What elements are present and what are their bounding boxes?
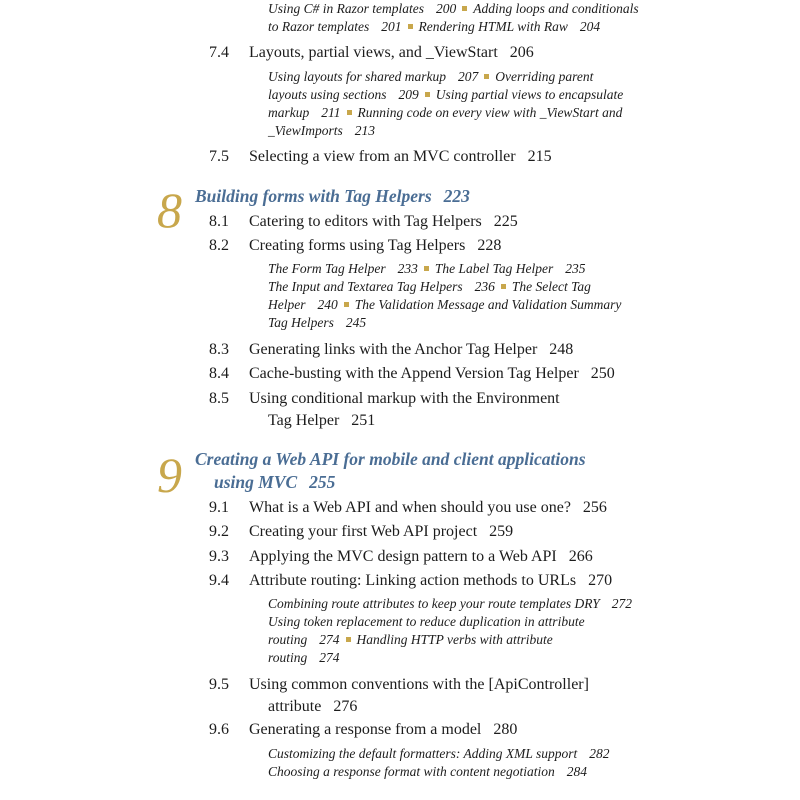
section-title: Applying the MVC design pattern to a Web API <box>249 548 557 565</box>
bullet-separator <box>408 24 413 29</box>
section-number: 9.2 <box>209 523 229 540</box>
subtopic-line <box>268 86 623 104</box>
section-title: Creating your first Web API project <box>249 523 478 540</box>
page-number: 200 <box>436 1 457 16</box>
bullet-separator <box>501 284 506 289</box>
page-number: 255 <box>309 472 336 492</box>
toc-link[interactable]: Choosing a response format with content negotiation <box>268 764 555 779</box>
page-number: 225 <box>493 213 518 230</box>
section-number: 9.5 <box>209 676 229 693</box>
section-title: Generating a response from a model <box>249 721 482 738</box>
section-number: 9.6 <box>209 721 229 738</box>
page-number: 274 <box>319 632 340 647</box>
toc-link[interactable]: routing <box>268 632 308 647</box>
bullet-separator <box>346 637 351 642</box>
subtopic-line <box>268 649 340 667</box>
toc-link[interactable]: Using partial views to encapsulate <box>435 87 624 102</box>
page-number: 206 <box>509 44 534 61</box>
toc-link[interactable]: Using token replacement to reduce duplication in attribute <box>268 614 585 629</box>
section-title: Tag Helper <box>268 412 340 429</box>
toc-section-9-3[interactable] <box>249 547 593 567</box>
toc-link[interactable]: Customizing the default formatters: Adding XML support <box>268 746 578 761</box>
section-number: 8.2 <box>209 237 229 254</box>
toc-link[interactable]: layouts using sections <box>268 87 387 102</box>
section-title: attribute <box>268 698 322 715</box>
toc-section-8-5[interactable] <box>249 389 560 409</box>
toc-link[interactable]: The Label Tag Helper <box>434 261 554 276</box>
subtopic-line <box>268 296 621 314</box>
toc-link[interactable]: Rendering HTML with Raw <box>418 19 568 34</box>
subtopic-line <box>268 0 639 18</box>
section-title: Layouts, partial views, and _ViewStart <box>249 44 498 61</box>
subtopic-line <box>268 122 375 140</box>
subtopic-line <box>268 278 591 296</box>
section-number: 7.5 <box>209 148 229 165</box>
subtopic-line <box>268 260 586 278</box>
toc-section-8-5-continued[interactable] <box>268 411 375 431</box>
toc-chapter-9-continued[interactable] <box>214 471 335 493</box>
page-number: 240 <box>317 297 338 312</box>
subtopic-line <box>268 595 632 613</box>
page-number: 209 <box>398 87 419 102</box>
bullet-separator <box>462 6 467 11</box>
section-number: 7.4 <box>209 44 229 61</box>
toc-link[interactable]: Running code on every view with _ViewStart and <box>357 105 623 120</box>
toc-link[interactable]: Helper <box>268 297 306 312</box>
page-number: 201 <box>381 19 402 34</box>
page-number: 266 <box>568 548 593 565</box>
toc-link[interactable]: Handling HTTP verbs with attribute <box>356 632 553 647</box>
toc-link[interactable]: Tag Helpers <box>268 315 334 330</box>
section-number: 8.3 <box>209 341 229 358</box>
toc-link[interactable]: Adding loops and conditionals <box>473 1 639 16</box>
subtopic-line <box>268 314 366 332</box>
subtopic-line <box>268 613 585 631</box>
section-title: Selecting a view from an MVC controller <box>249 148 516 165</box>
subtopic-line <box>268 18 600 36</box>
toc-link[interactable]: The Select Tag <box>511 279 591 294</box>
toc-link[interactable]: The Validation Message and Validation Summary <box>354 297 622 312</box>
page-number: 284 <box>566 764 587 779</box>
chapter-title: using MVC <box>214 472 298 492</box>
page-number: 223 <box>443 186 470 206</box>
page-number: 282 <box>589 746 610 761</box>
toc-link[interactable]: to Razor templates <box>268 19 370 34</box>
section-title: Using conditional markup with the Environment <box>249 390 560 407</box>
subtopic-line <box>268 745 610 763</box>
page-number: 259 <box>489 523 514 540</box>
section-title: Catering to editors with Tag Helpers <box>249 213 482 230</box>
toc-section-9-6[interactable] <box>249 720 517 740</box>
toc-link[interactable]: The Input and Textarea Tag Helpers <box>268 279 463 294</box>
subtopic-line <box>268 631 553 649</box>
toc-section-7-5[interactable] <box>249 147 552 167</box>
bullet-separator <box>347 110 352 115</box>
toc-section-8-1[interactable] <box>249 212 518 232</box>
page-number: 204 <box>579 19 601 34</box>
page-number: 256 <box>582 499 607 516</box>
page-number: 280 <box>493 721 518 738</box>
bullet-separator <box>344 302 349 307</box>
section-number: 8.4 <box>209 365 229 382</box>
page-number: 245 <box>345 315 367 330</box>
chapter-number: 9 <box>157 447 182 503</box>
chapter-title: Building forms with Tag Helpers <box>195 186 432 206</box>
toc-section-7-4[interactable] <box>249 43 534 63</box>
toc-chapter-9[interactable] <box>195 448 586 470</box>
section-title: Generating links with the Anchor Tag Helper <box>249 341 538 358</box>
section-title: Creating forms using Tag Helpers <box>249 237 466 254</box>
section-number: 8.1 <box>209 213 229 230</box>
bullet-separator <box>484 74 489 79</box>
toc-section-8-2[interactable] <box>249 236 501 256</box>
page-number: 272 <box>611 596 632 611</box>
toc-link[interactable]: Using C# in Razor templates <box>268 1 425 16</box>
bullet-separator <box>424 266 429 271</box>
page-number: 274 <box>319 650 340 665</box>
toc-section-8-4[interactable] <box>249 364 615 384</box>
toc-section-9-5[interactable] <box>249 675 589 695</box>
section-title: What is a Web API and when should you use one? <box>249 499 571 516</box>
page-number: 207 <box>458 69 479 84</box>
bullet-separator <box>425 92 430 97</box>
toc-link[interactable]: Overriding parent <box>495 69 594 84</box>
toc-link[interactable]: _ViewImports <box>268 123 343 138</box>
toc-link[interactable]: Using layouts for shared markup <box>268 69 446 84</box>
page-number: 211 <box>321 105 341 120</box>
section-number: 9.3 <box>209 548 229 565</box>
section-number: 9.4 <box>209 572 229 589</box>
page-number: 270 <box>588 572 613 589</box>
chapter-title: Creating a Web API for mobile and client applications <box>195 449 586 469</box>
section-title: Using common conventions with the [ApiController] <box>249 676 589 693</box>
page-number: 251 <box>351 412 376 429</box>
toc-link[interactable]: markup <box>268 105 310 120</box>
subtopic-line <box>268 68 593 86</box>
page-number: 276 <box>333 698 358 715</box>
section-title: Cache-busting with the Append Version Tag Helper <box>249 365 579 382</box>
toc-link[interactable]: routing <box>268 650 308 665</box>
subtopic-line <box>268 763 587 781</box>
section-number: 8.5 <box>209 390 229 407</box>
page-number: 235 <box>565 261 586 276</box>
subtopic-line <box>268 104 622 122</box>
toc-link[interactable]: The Form Tag Helper <box>268 261 386 276</box>
page-number: 228 <box>477 237 502 254</box>
page-number: 248 <box>549 341 574 358</box>
page-number: 250 <box>590 365 615 382</box>
page-number: 215 <box>527 148 552 165</box>
toc-link[interactable]: Combining route attributes to keep your route templates DRY <box>268 596 600 611</box>
toc-section-9-1[interactable] <box>249 498 607 518</box>
page-number: 236 <box>474 279 495 294</box>
toc-section-9-5-continued[interactable] <box>268 697 357 717</box>
page-number: 213 <box>354 123 375 138</box>
section-title: Attribute routing: Linking action methods to URLs <box>249 572 577 589</box>
toc-chapter-8[interactable] <box>195 185 470 207</box>
chapter-number: 8 <box>157 182 182 238</box>
section-number: 9.1 <box>209 499 229 516</box>
toc-section-8-3[interactable] <box>249 340 573 360</box>
toc-section-9-4[interactable] <box>249 571 612 591</box>
toc-section-9-2[interactable] <box>249 522 513 542</box>
page-number: 233 <box>397 261 418 276</box>
